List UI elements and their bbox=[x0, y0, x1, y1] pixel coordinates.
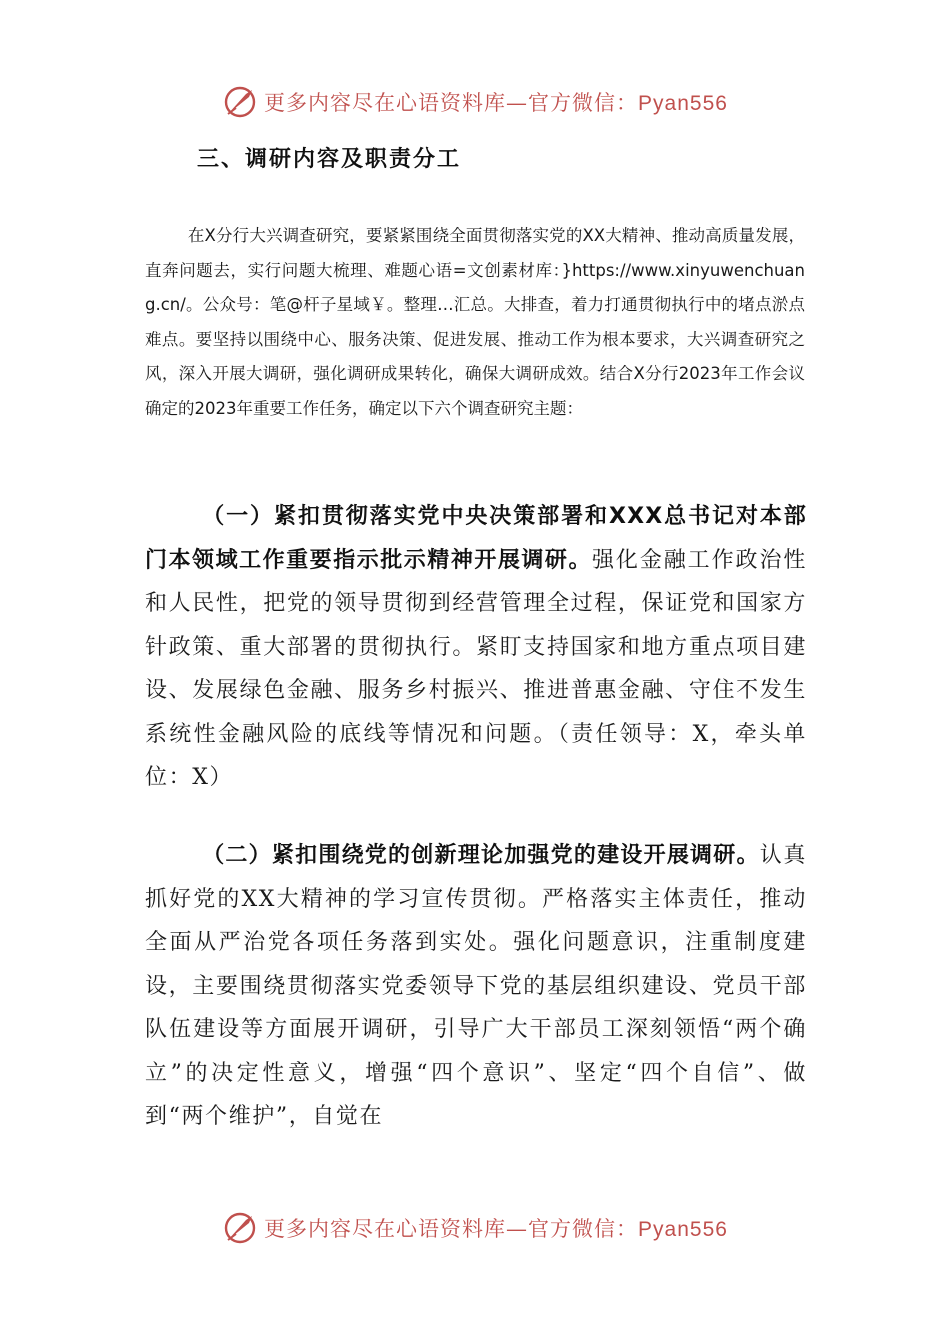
watermark-banner-bottom bbox=[0, 1208, 950, 1248]
topic-1-lead: （一）紧扣贯彻落实党中央决策部署和XXX总书记对本部门本领域工作重要指示批示精神开展调研。 bbox=[145, 504, 807, 573]
topic-paragraph-2 bbox=[145, 834, 807, 1139]
banner-wechat-id: Pyan556 bbox=[638, 1218, 728, 1241]
topic-paragraph-1 bbox=[145, 495, 807, 800]
section-heading: 三、调研内容及职责分工 bbox=[197, 147, 462, 172]
banner-text: 更多内容尽在心语资料库—官方微信： bbox=[264, 91, 639, 115]
watermark-banner-top bbox=[0, 82, 950, 122]
intro-paragraph: 在X分行大兴调查研究，要紧紧围绕全面贯彻落实党的XX大精神、推动高质量发展，直奔问题去，实行问题大梳理、难题心语=文创素材库：}https://www.xinyuwenchuang.cn/。公众号：笔@杆子星域￥。整理…汇总。大排查，着力打通贯彻执行中的堵点淤点难点。要坚持以围绕中心、服务决策、促进发展、推动工作为根本要求，大兴调查研究之风，深入开展大调研，强化调研成果转化，确保大调研成效。结合X分行2023年工作会议确定的2023年重要工作任务，确定以下六个调查研究主题： bbox=[145, 226, 805, 418]
banner-text: 更多内容尽在心语资料库—官方微信： bbox=[264, 1217, 639, 1241]
topic-2-lead: （二）紧扣围绕党的创新理论加强党的建设开展调研。 bbox=[202, 843, 760, 868]
quill-pen-circle-icon bbox=[222, 84, 258, 120]
banner-wechat-id: Pyan556 bbox=[638, 92, 728, 115]
topic-2-body: 认真抓好党的XX大精神的学习宣传贯彻。严格落实主体责任，推动全面从严治党各项任务落到实处。强化问题意识，注重制度建设，主要围绕贯彻落实党委领导下党的基层组织建设、党员干部队伍建设等方面展开调研，引导广大干部员工深刻领悟“两个确立”的决定性意义，增强“四个意识”、坚定“四个自信”、做到“两个维护”，自觉在 bbox=[145, 843, 807, 1129]
quill-pen-circle-icon bbox=[222, 1210, 258, 1246]
topic-1-body: 强化金融工作政治性和人民性，把党的领导贯彻到经营管理全过程，保证党和国家方针政策、重大部署的贯彻执行。紧盯支持国家和地方重点项目建设、发展绿色金融、服务乡村振兴、推进普惠金融、守住不发生系统性金融风险的底线等情况和问题。（责任领导：X，牵头单位：X） bbox=[145, 547, 807, 790]
